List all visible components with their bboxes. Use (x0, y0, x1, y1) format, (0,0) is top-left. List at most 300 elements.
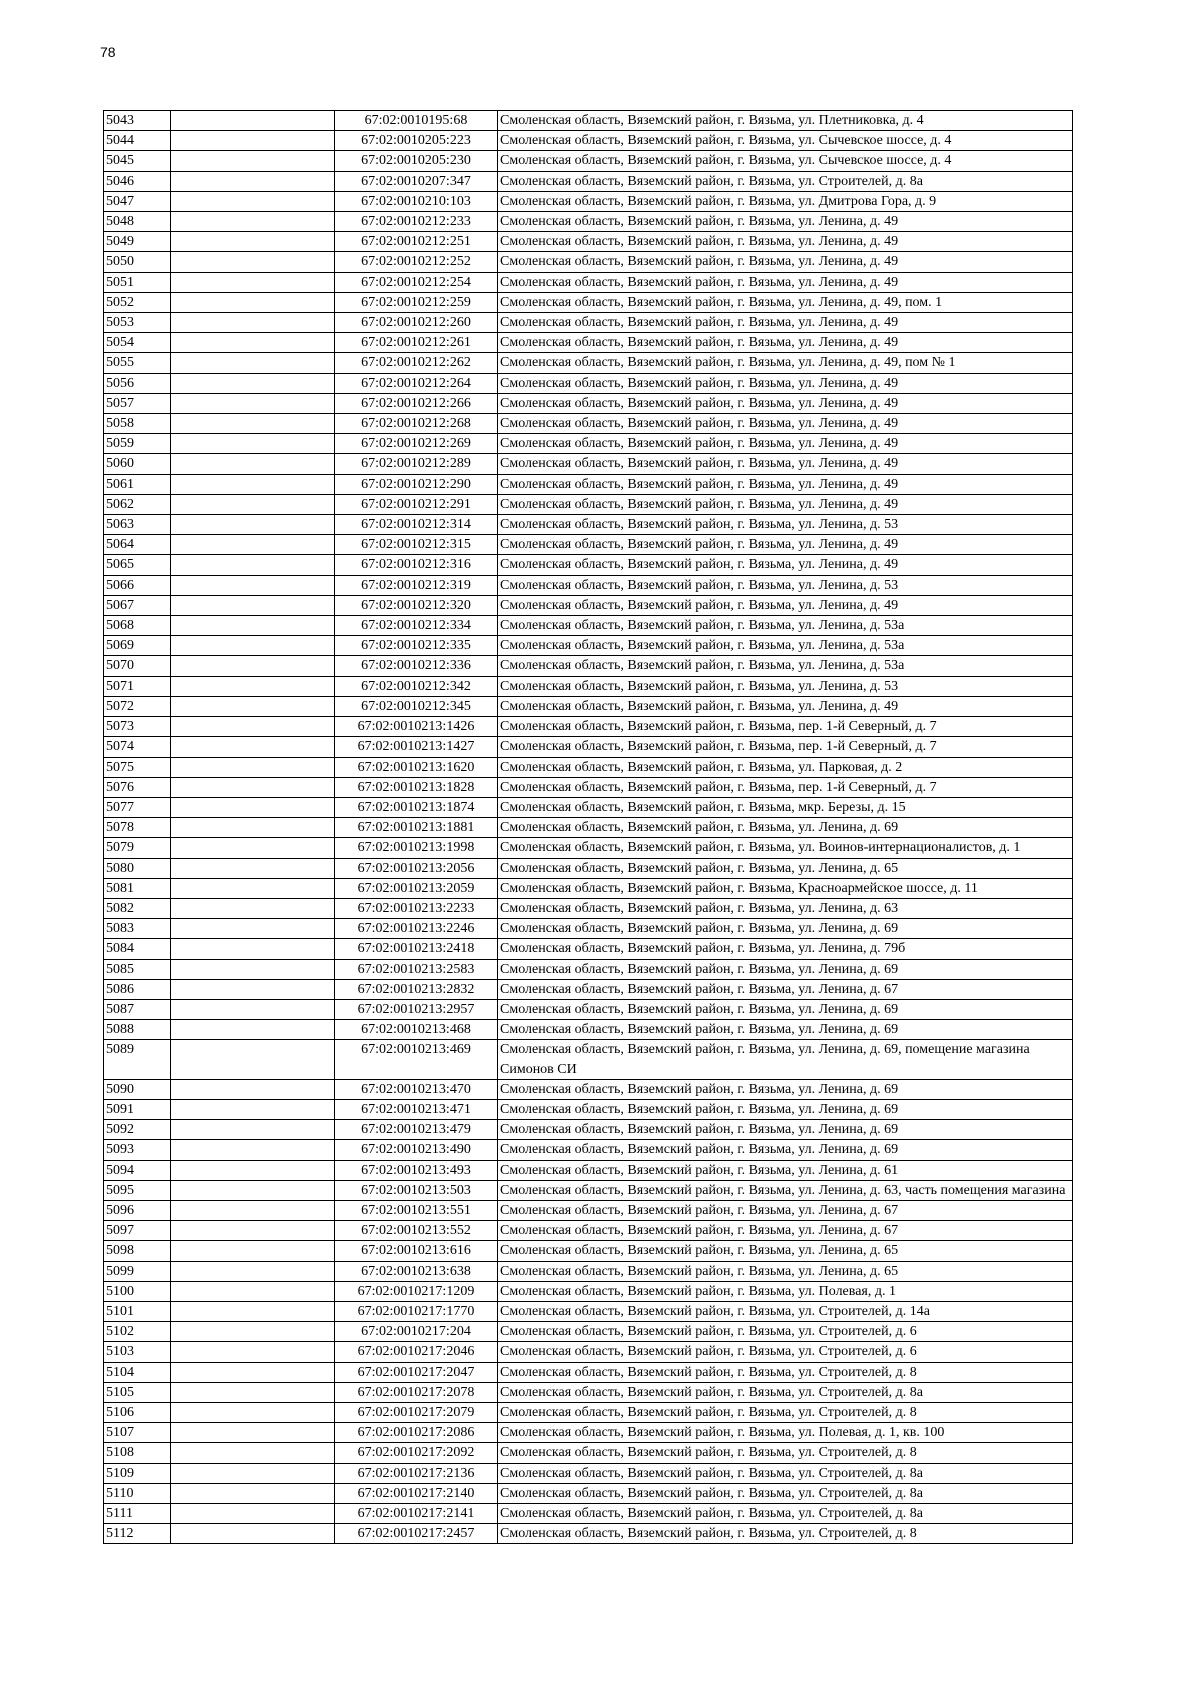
cadastral-number: 67:02:0010212:314 (335, 515, 498, 535)
row-number: 5108 (104, 1443, 171, 1463)
table-row (104, 232, 1073, 252)
cadastral-number: 67:02:0010212:264 (335, 373, 498, 393)
address: Смоленская область, Вяземский район, г. Вязьма, ул. Строителей, д. 8а (498, 171, 1073, 191)
address: Смоленская область, Вяземский район, г. Вязьма, ул. Ленина, д. 69 (498, 1099, 1073, 1119)
table-row (104, 1403, 1073, 1423)
row-number: 5069 (104, 636, 171, 656)
cadastral-number: 67:02:0010213:1620 (335, 757, 498, 777)
empty-cell (171, 1221, 335, 1241)
address: Смоленская область, Вяземский район, г. Вязьма, ул. Ленина, д. 61 (498, 1160, 1073, 1180)
cadastral-number: 67:02:0010213:469 (335, 1040, 498, 1079)
cadastral-number: 67:02:0010217:2079 (335, 1403, 498, 1423)
empty-cell (171, 1200, 335, 1220)
empty-cell (171, 414, 335, 434)
row-number: 5058 (104, 414, 171, 434)
cadastral-number: 67:02:0010212:269 (335, 434, 498, 454)
cadastral-number: 67:02:0010213:2233 (335, 898, 498, 918)
cadastral-number: 67:02:0010213:2418 (335, 939, 498, 959)
page-number: 78 (100, 44, 116, 60)
cadastral-number: 67:02:0010212:320 (335, 595, 498, 615)
row-number: 5062 (104, 494, 171, 514)
address: Смоленская область, Вяземский район, г. Вязьма, ул. Ленина, д. 49 (498, 696, 1073, 716)
empty-cell (171, 494, 335, 514)
empty-cell (171, 838, 335, 858)
row-number: 5046 (104, 171, 171, 191)
empty-cell (171, 1483, 335, 1503)
cadastral-number: 67:02:0010212:251 (335, 232, 498, 252)
row-number: 5055 (104, 353, 171, 373)
address: Смоленская область, Вяземский район, г. Вязьма, ул. Строителей, д. 8 (498, 1443, 1073, 1463)
table-row (104, 616, 1073, 636)
address: Смоленская область, Вяземский район, г. Вязьма, ул. Строителей, д. 8а (498, 1504, 1073, 1524)
row-number: 5099 (104, 1261, 171, 1281)
cadastral-number: 67:02:0010213:616 (335, 1241, 498, 1261)
cadastral-number: 67:02:0010213:638 (335, 1261, 498, 1281)
cadastral-number: 67:02:0010212:335 (335, 636, 498, 656)
table-row (104, 212, 1073, 232)
row-number: 5087 (104, 999, 171, 1019)
table-row (104, 555, 1073, 575)
row-number: 5092 (104, 1120, 171, 1140)
address: Смоленская область, Вяземский район, г. Вязьма, ул. Ленина, д. 49 (498, 414, 1073, 434)
table-row (104, 494, 1073, 514)
table-row (104, 636, 1073, 656)
row-number: 5049 (104, 232, 171, 252)
empty-cell (171, 333, 335, 353)
address: Смоленская область, Вяземский район, г. Вязьма, ул. Строителей, д. 6 (498, 1342, 1073, 1362)
row-number: 5067 (104, 595, 171, 615)
row-number: 5056 (104, 373, 171, 393)
cadastral-number: 67:02:0010217:2140 (335, 1483, 498, 1503)
empty-cell (171, 1463, 335, 1483)
cadastral-number: 67:02:0010213:479 (335, 1120, 498, 1140)
empty-cell (171, 1079, 335, 1099)
cadastral-number: 67:02:0010213:2056 (335, 858, 498, 878)
address: Смоленская область, Вяземский район, г. Вязьма, ул. Ленина, д. 67 (498, 1221, 1073, 1241)
table-row (104, 454, 1073, 474)
empty-cell (171, 111, 335, 131)
address: Смоленская область, Вяземский район, г. Вязьма, ул. Ленина, д. 67 (498, 1200, 1073, 1220)
row-number: 5076 (104, 777, 171, 797)
address: Смоленская область, Вяземский район, г. Вязьма, ул. Ленина, д. 49 (498, 535, 1073, 555)
empty-cell (171, 1524, 335, 1544)
empty-cell (171, 1342, 335, 1362)
address: Смоленская область, Вяземский район, г. Вязьма, ул. Ленина, д. 49, пом. 1 (498, 292, 1073, 312)
cadastral-number: 67:02:0010195:68 (335, 111, 498, 131)
address: Смоленская область, Вяземский район, г. Вязьма, ул. Ленина, д. 63 (498, 898, 1073, 918)
cadastral-number: 67:02:0010213:468 (335, 1020, 498, 1040)
row-number: 5050 (104, 252, 171, 272)
table-row (104, 1281, 1073, 1301)
cadastral-number: 67:02:0010212:252 (335, 252, 498, 272)
table-row (104, 515, 1073, 535)
address: Смоленская область, Вяземский район, г. Вязьма, ул. Ленина, д. 49 (498, 212, 1073, 232)
empty-cell (171, 1301, 335, 1321)
empty-cell (171, 454, 335, 474)
row-number: 5064 (104, 535, 171, 555)
cadastral-number: 67:02:0010212:233 (335, 212, 498, 232)
cadastral-number: 67:02:0010212:319 (335, 575, 498, 595)
address: Смоленская область, Вяземский район, г. Вязьма, ул. Ленина, д. 49 (498, 454, 1073, 474)
empty-cell (171, 1281, 335, 1301)
table-row (104, 1362, 1073, 1382)
empty-cell (171, 636, 335, 656)
table-row (104, 939, 1073, 959)
table-row (104, 717, 1073, 737)
row-number: 5111 (104, 1504, 171, 1524)
address: Смоленская область, Вяземский район, г. Вязьма, ул. Парковая, д. 2 (498, 757, 1073, 777)
cadastral-number: 67:02:0010213:1881 (335, 818, 498, 838)
cadastral-number: 67:02:0010213:1874 (335, 797, 498, 817)
address: Смоленская область, Вяземский район, г. Вязьма, ул. Строителей, д. 8а (498, 1483, 1073, 1503)
address: Смоленская область, Вяземский район, г. Вязьма, ул. Строителей, д. 8а (498, 1382, 1073, 1402)
row-number: 5109 (104, 1463, 171, 1483)
row-number: 5057 (104, 393, 171, 413)
cadastral-number: 67:02:0010213:503 (335, 1180, 498, 1200)
table-row (104, 1261, 1073, 1281)
address: Смоленская область, Вяземский район, г. Вязьма, ул. Ленина, д. 65 (498, 1241, 1073, 1261)
empty-cell (171, 1362, 335, 1382)
empty-cell (171, 515, 335, 535)
row-number: 5065 (104, 555, 171, 575)
cadastral-number: 67:02:0010213:490 (335, 1140, 498, 1160)
cadastral-number: 67:02:0010217:2141 (335, 1504, 498, 1524)
table-row (104, 151, 1073, 171)
cadastral-number: 67:02:0010217:2457 (335, 1524, 498, 1544)
table-row (104, 1120, 1073, 1140)
cadastral-number: 67:02:0010217:1770 (335, 1301, 498, 1321)
row-number: 5112 (104, 1524, 171, 1544)
row-number: 5098 (104, 1241, 171, 1261)
table-row (104, 272, 1073, 292)
row-number: 5068 (104, 616, 171, 636)
empty-cell (171, 1403, 335, 1423)
row-number: 5100 (104, 1281, 171, 1301)
table-row (104, 1443, 1073, 1463)
table-row (104, 1099, 1073, 1119)
cadastral-number: 67:02:0010213:493 (335, 1160, 498, 1180)
cadastral-number: 67:02:0010213:1998 (335, 838, 498, 858)
address: Смоленская область, Вяземский район, г. Вязьма, ул. Ленина, д. 53 (498, 515, 1073, 535)
row-number: 5102 (104, 1322, 171, 1342)
address: Смоленская область, Вяземский район, г. Вязьма, ул. Сычевское шоссе, д. 4 (498, 151, 1073, 171)
empty-cell (171, 676, 335, 696)
address: Смоленская область, Вяземский район, г. Вязьма, пер. 1-й Северный, д. 7 (498, 737, 1073, 757)
table-row (104, 1504, 1073, 1524)
cadastral-number: 67:02:0010212:254 (335, 272, 498, 292)
empty-cell (171, 919, 335, 939)
empty-cell (171, 737, 335, 757)
empty-cell (171, 858, 335, 878)
row-number: 5093 (104, 1140, 171, 1160)
table-row (104, 656, 1073, 676)
address: Смоленская область, Вяземский район, г. Вязьма, ул. Строителей, д. 14а (498, 1301, 1073, 1321)
row-number: 5106 (104, 1403, 171, 1423)
cadastral-number: 67:02:0010212:260 (335, 313, 498, 333)
empty-cell (171, 979, 335, 999)
address: Смоленская область, Вяземский район, г. Вязьма, Красноармейское шоссе, д. 11 (498, 878, 1073, 898)
row-number: 5071 (104, 676, 171, 696)
empty-cell (171, 1322, 335, 1342)
address: Смоленская область, Вяземский район, г. Вязьма, ул. Плетниковка, д. 4 (498, 111, 1073, 131)
cadastral-number: 67:02:0010213:2957 (335, 999, 498, 1019)
cadastral-number: 67:02:0010212:345 (335, 696, 498, 716)
row-number: 5075 (104, 757, 171, 777)
table-row (104, 797, 1073, 817)
empty-cell (171, 616, 335, 636)
address: Смоленская область, Вяземский район, г. Вязьма, ул. Ленина, д. 49 (498, 393, 1073, 413)
row-number: 5070 (104, 656, 171, 676)
table-row (104, 1079, 1073, 1099)
address: Смоленская область, Вяземский район, г. Вязьма, ул. Строителей, д. 8 (498, 1403, 1073, 1423)
empty-cell (171, 252, 335, 272)
cadastral-number: 67:02:0010212:266 (335, 393, 498, 413)
table-row (104, 1200, 1073, 1220)
row-number: 5096 (104, 1200, 171, 1220)
address: Смоленская область, Вяземский район, г. Вязьма, ул. Ленина, д. 49 (498, 313, 1073, 333)
table-row (104, 393, 1073, 413)
address: Смоленская область, Вяземский район, г. Вязьма, ул. Ленина, д. 49 (498, 434, 1073, 454)
empty-cell (171, 151, 335, 171)
cadastral-number: 67:02:0010213:2832 (335, 979, 498, 999)
empty-cell (171, 1504, 335, 1524)
empty-cell (171, 757, 335, 777)
cadastral-number: 67:02:0010213:2246 (335, 919, 498, 939)
empty-cell (171, 212, 335, 232)
cadastral-number: 67:02:0010212:315 (335, 535, 498, 555)
table-row (104, 1524, 1073, 1544)
cadastral-number: 67:02:0010205:223 (335, 131, 498, 151)
row-number: 5084 (104, 939, 171, 959)
cadastral-number: 67:02:0010213:2583 (335, 959, 498, 979)
cadastral-number: 67:02:0010217:2136 (335, 1463, 498, 1483)
empty-cell (171, 575, 335, 595)
cadastral-number: 67:02:0010213:471 (335, 1099, 498, 1119)
table-row (104, 1463, 1073, 1483)
address: Смоленская область, Вяземский район, г. Вязьма, ул. Ленина, д. 49 (498, 494, 1073, 514)
empty-cell (171, 656, 335, 676)
address: Смоленская область, Вяземский район, г. Вязьма, ул. Ленина, д. 53а (498, 636, 1073, 656)
table-row (104, 898, 1073, 918)
empty-cell (171, 717, 335, 737)
table-row (104, 333, 1073, 353)
table-row (104, 1221, 1073, 1241)
cadastral-number: 67:02:0010217:2047 (335, 1362, 498, 1382)
table-row (104, 1322, 1073, 1342)
cadastral-number: 67:02:0010213:1828 (335, 777, 498, 797)
empty-cell (171, 353, 335, 373)
empty-cell (171, 1040, 335, 1079)
table-row (104, 696, 1073, 716)
table-row (104, 1020, 1073, 1040)
address: Смоленская область, Вяземский район, г. Вязьма, пер. 1-й Северный, д. 7 (498, 717, 1073, 737)
empty-cell (171, 434, 335, 454)
address: Смоленская область, Вяземский район, г. Вязьма, ул. Ленина, д. 49 (498, 373, 1073, 393)
cadastral-number: 67:02:0010217:2086 (335, 1423, 498, 1443)
address: Смоленская область, Вяземский район, г. Вязьма, ул. Ленина, д. 69 (498, 959, 1073, 979)
cadastral-number: 67:02:0010212:259 (335, 292, 498, 312)
row-number: 5072 (104, 696, 171, 716)
address: Смоленская область, Вяземский район, г. Вязьма, ул. Сычевское шоссе, д. 4 (498, 131, 1073, 151)
row-number: 5079 (104, 838, 171, 858)
table-row (104, 292, 1073, 312)
row-number: 5089 (104, 1040, 171, 1079)
table-row (104, 313, 1073, 333)
row-number: 5083 (104, 919, 171, 939)
row-number: 5091 (104, 1099, 171, 1119)
empty-cell (171, 696, 335, 716)
table-row (104, 676, 1073, 696)
empty-cell (171, 1180, 335, 1200)
row-number: 5103 (104, 1342, 171, 1362)
row-number: 5077 (104, 797, 171, 817)
cadastral-number: 67:02:0010212:262 (335, 353, 498, 373)
cadastral-number: 67:02:0010212:334 (335, 616, 498, 636)
address: Смоленская область, Вяземский район, г. Вязьма, ул. Ленина, д. 49 (498, 252, 1073, 272)
table-row (104, 1241, 1073, 1261)
row-number: 5105 (104, 1382, 171, 1402)
empty-cell (171, 555, 335, 575)
cadastral-number: 67:02:0010212:290 (335, 474, 498, 494)
table-row (104, 353, 1073, 373)
address: Смоленская область, Вяземский район, г. Вязьма, ул. Ленина, д. 69 (498, 1020, 1073, 1040)
row-number: 5045 (104, 151, 171, 171)
table-row (104, 777, 1073, 797)
cadastral-number: 67:02:0010205:230 (335, 151, 498, 171)
empty-cell (171, 595, 335, 615)
empty-cell (171, 777, 335, 797)
address: Смоленская область, Вяземский район, г. Вязьма, ул. Ленина, д. 53а (498, 656, 1073, 676)
empty-cell (171, 474, 335, 494)
address: Смоленская область, Вяземский район, г. Вязьма, ул. Дмитрова Гора, д. 9 (498, 191, 1073, 211)
address: Смоленская область, Вяземский район, г. Вязьма, ул. Ленина, д. 69, помещение магазина Симонов СИ (498, 1040, 1073, 1079)
cadastral-number: 67:02:0010212:289 (335, 454, 498, 474)
empty-cell (171, 232, 335, 252)
cadastral-number: 67:02:0010217:2092 (335, 1443, 498, 1463)
address: Смоленская область, Вяземский район, г. Вязьма, ул. Ленина, д. 69 (498, 919, 1073, 939)
empty-cell (171, 959, 335, 979)
table-row (104, 878, 1073, 898)
address: Смоленская область, Вяземский район, г. Вязьма, ул. Ленина, д. 67 (498, 979, 1073, 999)
table-row (104, 595, 1073, 615)
empty-cell (171, 313, 335, 333)
row-number: 5097 (104, 1221, 171, 1241)
address: Смоленская область, Вяземский район, г. Вязьма, ул. Полевая, д. 1 (498, 1281, 1073, 1301)
empty-cell (171, 1140, 335, 1160)
row-number: 5048 (104, 212, 171, 232)
row-number: 5051 (104, 272, 171, 292)
table-row (104, 191, 1073, 211)
row-number: 5080 (104, 858, 171, 878)
address: Смоленская область, Вяземский район, г. Вязьма, ул. Ленина, д. 49 (498, 555, 1073, 575)
row-number: 5104 (104, 1362, 171, 1382)
address: Смоленская область, Вяземский район, г. Вязьма, ул. Ленина, д. 69 (498, 1140, 1073, 1160)
cadastral-number: 67:02:0010213:1427 (335, 737, 498, 757)
cadastral-number: 67:02:0010212:261 (335, 333, 498, 353)
address: Смоленская область, Вяземский район, г. Вязьма, ул. Полевая, д. 1, кв. 100 (498, 1423, 1073, 1443)
empty-cell (171, 1382, 335, 1402)
table-row (104, 838, 1073, 858)
cadastral-number: 67:02:0010210:103 (335, 191, 498, 211)
table-row (104, 1423, 1073, 1443)
cadastral-number: 67:02:0010217:1209 (335, 1281, 498, 1301)
address: Смоленская область, Вяземский район, г. Вязьма, ул. Ленина, д. 69 (498, 999, 1073, 1019)
address: Смоленская область, Вяземский район, г. Вязьма, ул. Строителей, д. 8 (498, 1362, 1073, 1382)
table-row (104, 959, 1073, 979)
row-number: 5088 (104, 1020, 171, 1040)
empty-cell (171, 1443, 335, 1463)
empty-cell (171, 1423, 335, 1443)
row-number: 5063 (104, 515, 171, 535)
address: Смоленская область, Вяземский район, г. Вязьма, ул. Воинов-интернационалистов, д. 1 (498, 838, 1073, 858)
row-number: 5078 (104, 818, 171, 838)
table-row (104, 1180, 1073, 1200)
empty-cell (171, 393, 335, 413)
address: Смоленская область, Вяземский район, г. Вязьма, ул. Ленина, д. 53 (498, 575, 1073, 595)
row-number: 5060 (104, 454, 171, 474)
address: Смоленская область, Вяземский район, г. Вязьма, ул. Ленина, д. 65 (498, 858, 1073, 878)
row-number: 5047 (104, 191, 171, 211)
table-row (104, 434, 1073, 454)
property-register-table (103, 110, 1073, 1544)
empty-cell (171, 999, 335, 1019)
empty-cell (171, 1020, 335, 1040)
empty-cell (171, 1241, 335, 1261)
table-row (104, 1483, 1073, 1503)
address: Смоленская область, Вяземский район, г. Вязьма, ул. Ленина, д. 63, часть помещения магазина (498, 1180, 1073, 1200)
address: Смоленская область, Вяземский район, г. Вязьма, ул. Строителей, д. 8а (498, 1463, 1073, 1483)
table-row (104, 171, 1073, 191)
row-number: 5110 (104, 1483, 171, 1503)
empty-cell (171, 1160, 335, 1180)
table-row (104, 575, 1073, 595)
cadastral-number: 67:02:0010212:336 (335, 656, 498, 676)
empty-cell (171, 535, 335, 555)
row-number: 5074 (104, 737, 171, 757)
address: Смоленская область, Вяземский район, г. Вязьма, ул. Ленина, д. 49 (498, 474, 1073, 494)
empty-cell (171, 131, 335, 151)
empty-cell (171, 939, 335, 959)
empty-cell (171, 191, 335, 211)
row-number: 5043 (104, 111, 171, 131)
address: Смоленская область, Вяземский район, г. Вязьма, ул. Ленина, д. 53а (498, 616, 1073, 636)
address: Смоленская область, Вяземский район, г. Вязьма, ул. Ленина, д. 65 (498, 1261, 1073, 1281)
cadastral-number: 67:02:0010212:342 (335, 676, 498, 696)
table-row (104, 535, 1073, 555)
row-number: 5052 (104, 292, 171, 312)
address: Смоленская область, Вяземский район, г. Вязьма, ул. Ленина, д. 49 (498, 232, 1073, 252)
row-number: 5086 (104, 979, 171, 999)
row-number: 5061 (104, 474, 171, 494)
address: Смоленская область, Вяземский район, г. Вязьма, ул. Ленина, д. 49 (498, 595, 1073, 615)
table-row (104, 818, 1073, 838)
table-row (104, 1040, 1073, 1079)
empty-cell (171, 1099, 335, 1119)
table-row (104, 737, 1073, 757)
address: Смоленская область, Вяземский район, г. Вязьма, ул. Ленина, д. 49, пом № 1 (498, 353, 1073, 373)
row-number: 5053 (104, 313, 171, 333)
empty-cell (171, 1120, 335, 1140)
empty-cell (171, 797, 335, 817)
table-row (104, 999, 1073, 1019)
row-number: 5107 (104, 1423, 171, 1443)
table-row (104, 131, 1073, 151)
address: Смоленская область, Вяземский район, г. Вязьма, ул. Ленина, д. 49 (498, 272, 1073, 292)
row-number: 5090 (104, 1079, 171, 1099)
cadastral-number: 67:02:0010213:470 (335, 1079, 498, 1099)
row-number: 5085 (104, 959, 171, 979)
row-number: 5094 (104, 1160, 171, 1180)
